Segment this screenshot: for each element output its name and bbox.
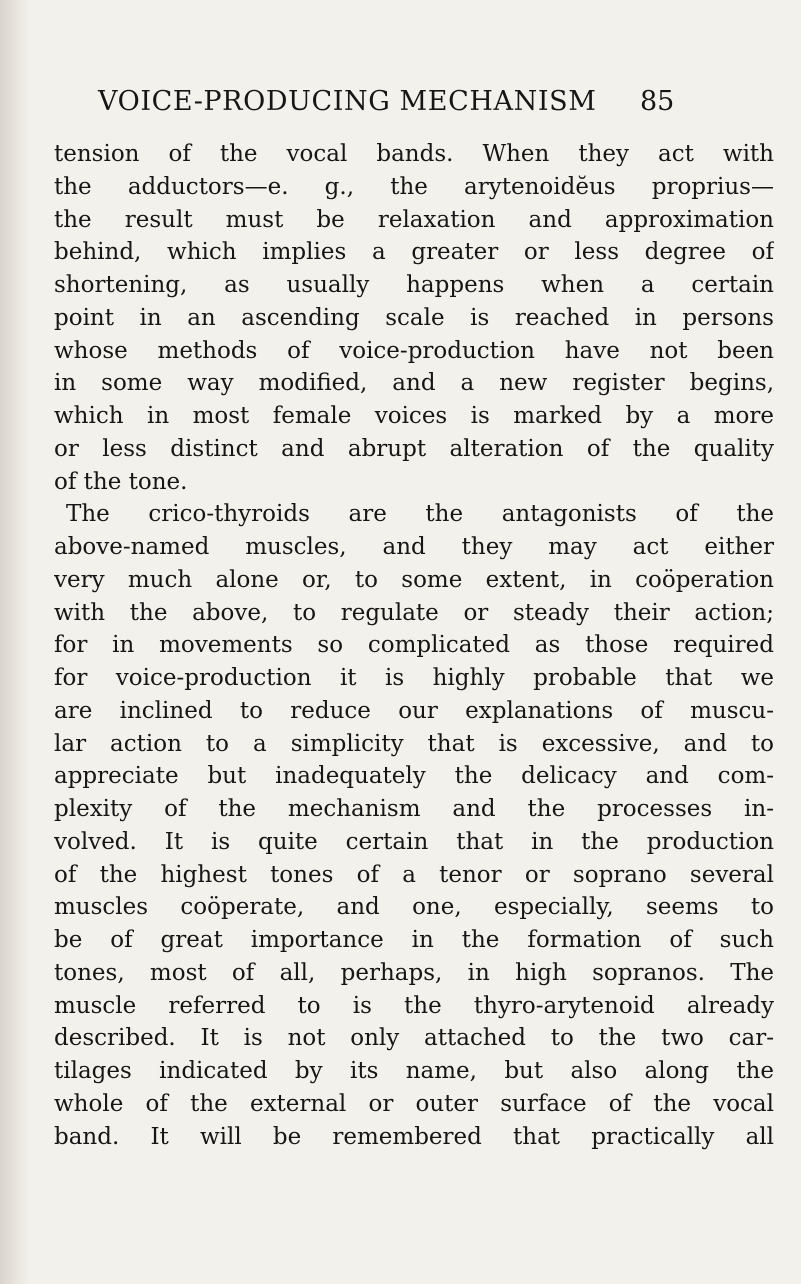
text-line: of the tone. — [54, 468, 188, 495]
text-line: of the highest tones of a tenor or soprano several — [54, 861, 774, 888]
text-line: or less distinct and abrupt alteration of the quality — [54, 435, 774, 462]
page-gutter-shadow — [0, 0, 30, 1284]
text-line: tilages indicated by its name, but also along the — [54, 1058, 774, 1084]
text-line: with the above, to regulate or steady their action; — [54, 599, 774, 626]
text-line: very much alone or, to some extent, in coöperation — [54, 566, 774, 593]
text-line: point in an ascending scale is reached in persons — [54, 304, 774, 331]
text-line: the adductors—e. g., the arytenoidĕus proprius— — [54, 173, 774, 200]
body-text — [54, 138, 774, 1153]
text-line: band. It will be remembered that practically all — [54, 1123, 774, 1150]
text-line: in some way modified, and a new register begins, — [54, 370, 774, 397]
text-line: whole of the external or outer surface of the vocal — [54, 1090, 774, 1117]
text-line: whose methods of voice-production have not been — [54, 337, 774, 364]
text-line: the result must be relaxation and approximation — [54, 206, 774, 233]
text-line: for in movements so complicated as those required — [54, 632, 774, 659]
text-line: plexity of the mechanism and the processes in- — [54, 796, 774, 822]
text-line: lar action to a simplicity that is excessive, and to — [54, 730, 774, 757]
paragraph-start-line: The crico-thyroids are the antagonists of the — [66, 501, 774, 528]
text-line: tones, most of all, perhaps, in high sopranos. The — [54, 959, 774, 986]
text-line: tension of the vocal bands. When they act with — [54, 141, 774, 167]
text-line: are inclined to reduce our explanations of muscu- — [54, 697, 774, 724]
text-line: muscle referred to is the thyro-arytenoid already — [54, 992, 774, 1019]
text-line: shortening, as usually happens when a certain — [54, 272, 774, 298]
running-head-title: VOICE-PRODUCING MECHANISM — [98, 86, 597, 117]
text-line: appreciate but inadequately the delicacy and com- — [54, 763, 774, 790]
text-line: for voice-production it is highly probable that we — [54, 665, 774, 691]
running-head — [0, 86, 801, 126]
text-line: behind, which implies a greater or less degree of — [54, 239, 774, 266]
page-number: 85 — [640, 86, 675, 117]
text-line: be of great importance in the formation of such — [54, 927, 774, 953]
text-line: which in most female voices is marked by a more — [54, 403, 774, 429]
text-line: muscles coöperate, and one, especially, seems to — [54, 894, 774, 921]
text-line: above-named muscles, and they may act either — [54, 534, 774, 560]
text-line: volved. It is quite certain that in the production — [54, 828, 774, 855]
text-line: described. It is not only attached to the two car- — [54, 1025, 774, 1052]
